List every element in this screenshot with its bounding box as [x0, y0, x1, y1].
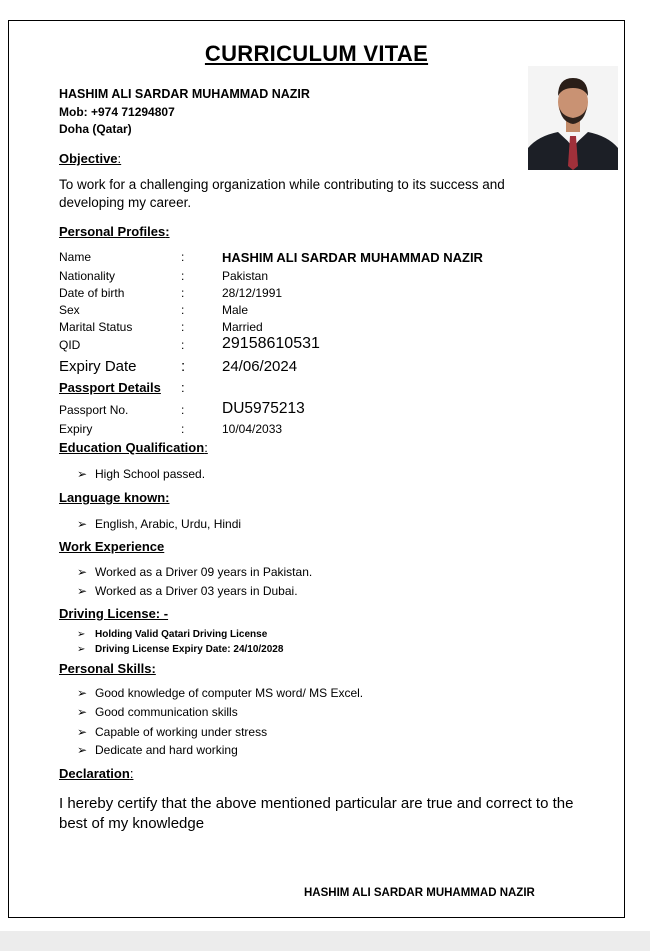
list-item: ➢ Holding Valid Qatari Driving License: [77, 629, 268, 640]
list-item: ➢ English, Arabic, Urdu, Hindi: [77, 517, 242, 531]
language-heading: Language known:: [59, 490, 170, 505]
arrow-bullet-icon: ➢: [77, 565, 88, 579]
list-item: ➢ Good knowledge of computer MS word/ MS Excel.: [77, 686, 364, 700]
list-item: ➢ Dedicate and hard working: [77, 743, 238, 757]
arrow-bullet-icon: ➢: [77, 743, 88, 757]
arrow-bullet-icon: ➢: [77, 644, 86, 655]
objective-heading: Objective:: [59, 151, 122, 166]
list-item: ➢ Worked as a Driver 09 years in Pakistan.: [77, 565, 313, 579]
list-item: ➢ High School passed.: [77, 467, 206, 481]
viewer-bottom-bar: [0, 931, 650, 951]
driving-heading: Driving License: -: [59, 606, 169, 621]
arrow-bullet-icon: ➢: [77, 629, 86, 640]
header-location: Doha (Qatar): [59, 122, 132, 136]
personal-profiles-heading: Personal Profiles:: [59, 224, 170, 239]
arrow-bullet-icon: ➢: [77, 705, 88, 719]
signature-name: HASHIM ALI SARDAR MUHAMMAD NAZIR: [304, 887, 535, 899]
arrow-bullet-icon: ➢: [77, 725, 88, 739]
declaration-heading: Declaration:: [59, 766, 134, 781]
profile-photo: [528, 66, 618, 170]
declaration-text: I hereby certify that the above mentioned particular are true and correct to the best of my knowledge: [59, 795, 574, 832]
arrow-bullet-icon: ➢: [77, 517, 88, 531]
arrow-bullet-icon: ➢: [77, 686, 88, 700]
list-item: ➢ Driving License Expiry Date: 24/10/2028: [77, 644, 284, 655]
list-item: ➢ Worked as a Driver 03 years in Dubai.: [77, 584, 298, 598]
skills-heading: Personal Skills:: [59, 661, 156, 676]
list-item: ➢ Capable of working under stress: [77, 725, 268, 739]
header-mobile: Mob: +974 71294807: [59, 105, 175, 119]
list-item: ➢ Good communication skills: [77, 705, 238, 719]
arrow-bullet-icon: ➢: [77, 584, 88, 598]
profile-photo-image: [528, 66, 618, 170]
education-heading: Education Qualification:: [59, 440, 208, 455]
objective-text: To work for a challenging organization while contributing to its success and developing my career.: [59, 177, 505, 210]
page-title: CURRICULUM VITAE: [204, 41, 429, 66]
work-heading: Work Experience: [59, 539, 165, 554]
header-name: HASHIM ALI SARDAR MUHAMMAD NAZIR: [59, 87, 310, 101]
cv-page: CURRICULUM VITAE HASHIM ALI SARDAR MUHAMMAD NAZIR Mob: +974 71294807 Doha (Qatar) Objective: To work for a challenging organization while contributing to its success and developing my career. Personal Profiles: Name : HASHIM ALI SARDAR MUHAMMAD NAZIR Nationality : Pakistan Date of birth : 28/12/1991 Sex : Male Marital Status : Married QID : 29158610531 Expiry Date : 24/06/2024 Passport Details : Passport No. : DU5975213 Expiry : 10/04/2033 Education Qualification: ➢ High School passed. Language known: ➢ English, Arabic, Urdu, Hindi Work Experience ➢ Worked as a Driver 09 years in Pakistan. ➢ Worked as a Driver 03 years in Dubai. Driving License: - ➢ Holding Valid Qatari Driving License ➢ Driving License Expiry Date: 24/10/2028 Personal Skills: ➢ Good knowledge of computer MS word/ MS Excel. ➢ Good communication skills ➢ Capable of working under stress ➢ Dedicate and hard working Declaration: I hereby certify that the above mentioned particular are true and correct to the best of my knowledge HASHIM ALI SARDAR MUHAMMAD NAZIR: [8, 20, 625, 918]
passport-heading: Passport Details: [59, 380, 161, 395]
arrow-bullet-icon: ➢: [77, 467, 88, 481]
